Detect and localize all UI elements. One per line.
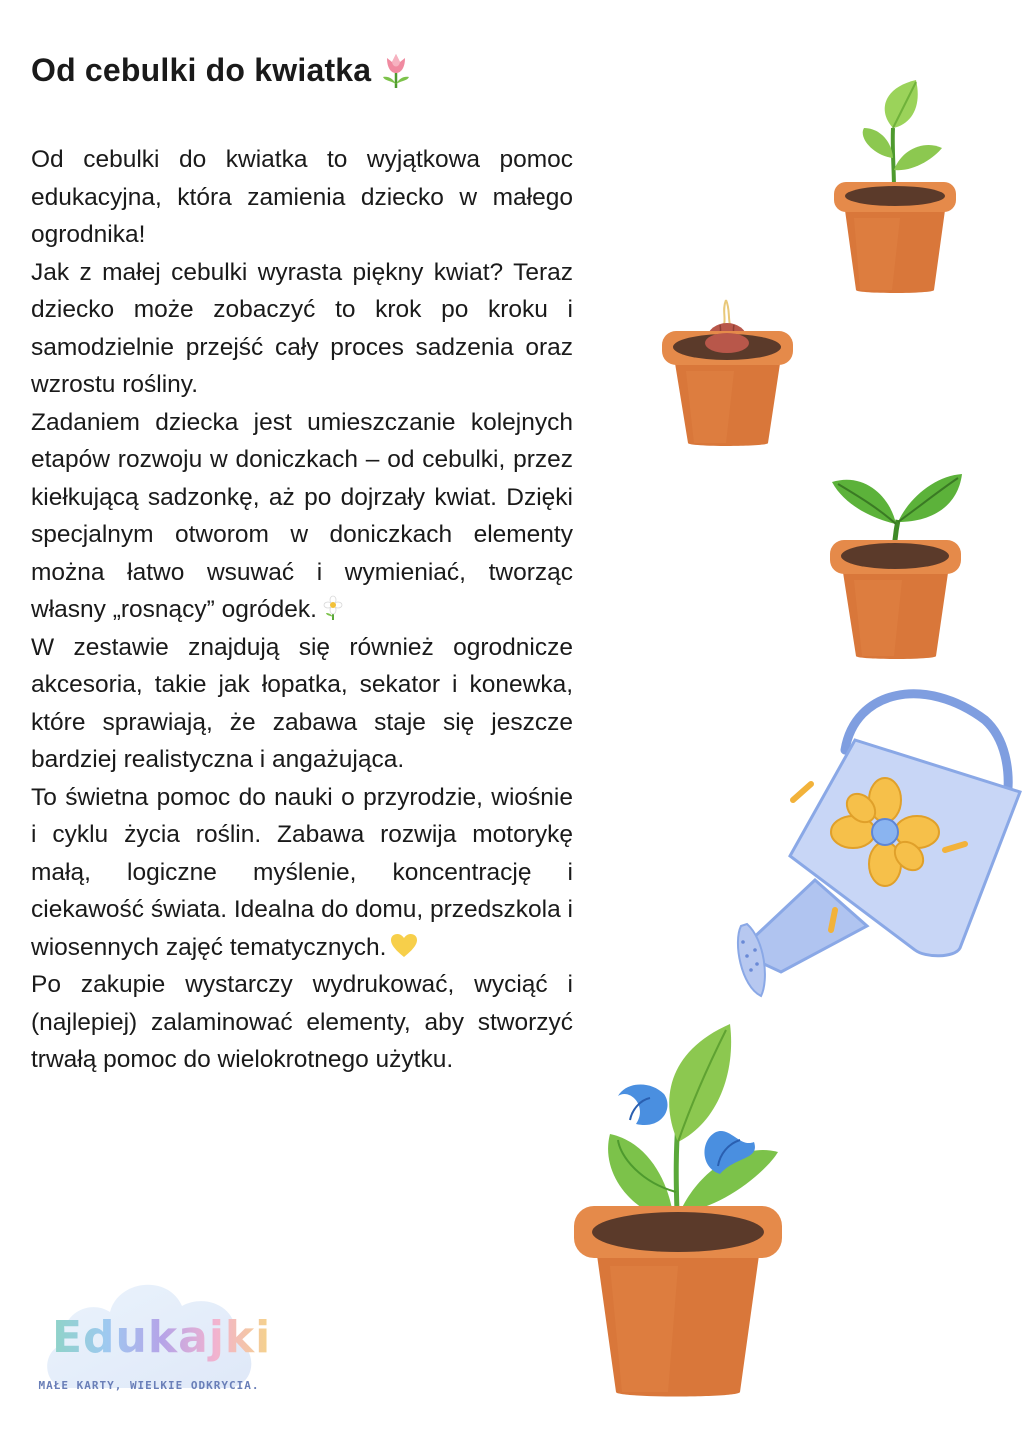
paragraph: Od cebulki do kwiatka to wyjątkowa pomoc edukacyjna, która zamienia dziecko w małego ogrodnika! <box>31 146 573 248</box>
edukajki-logo <box>38 1270 272 1430</box>
document-title <box>31 50 413 90</box>
paragraph: Po zakupie wystarczy wydrukować, wyciąć i (najlepiej) zalaminować elementy, aby stworzyć trwałą pomoc do wielokrotnego użytku. <box>31 971 573 1073</box>
flower-pot-illustration <box>570 1022 785 1402</box>
watering-can-illustration <box>735 680 1024 1005</box>
tulip-emoji-icon <box>379 50 413 90</box>
paragraph: Jak z małej cebulki wyrasta piękny kwiat? Teraz dziecko może zobaczyć to krok po kroku i samodzielnie przejść cały proces sadzenia oraz wzrostu rośliny. <box>31 258 573 398</box>
seedling-pot-illustration <box>830 78 960 298</box>
paragraph-text: Zadaniem dziecka jest umieszczanie kolejnych etapów rozwoju w doniczkach – od cebulki, przez kiełkującą sadzonkę, aż po dojrzały kwiat. Dzięki specjalnym otworom w doniczkach elementy można łatwo wsuwać i wymieniać, tworząc własny „rosnący” ogródek. <box>31 408 573 623</box>
paragraph-text: To świetna pomoc do nauki o przyrodzie, wiośnie i cyklu życia roślin. Zabawa rozwija motorykę małą, logiczne myślenie, koncentrację i ciekawość świata. Idealna do domu, przedszkola i wiosennych zajęć tematycznych. <box>31 783 574 961</box>
description-text <box>31 141 573 1079</box>
paragraph-with-emoji <box>31 779 573 967</box>
paragraph: W zestawie znajdują się również ogrodnicze akcesoria, takie jak łopatka, sekator i konewka, które sprawiają, że zabawa staje się jeszcze bardziej realistyczna i angażująca. <box>31 633 573 773</box>
daisy-emoji-icon <box>321 595 345 621</box>
logo-tagline: MAŁE KARTY, WIELKIE ODKRYCIA. <box>38 1379 260 1392</box>
yellow-heart-emoji-icon <box>390 933 418 959</box>
title-text: Od cebulki do kwiatka <box>31 51 372 88</box>
paragraph-with-emoji <box>31 404 573 629</box>
logo-wordmark: Edukajki <box>52 1312 272 1363</box>
sprout-pot-illustration <box>828 468 963 663</box>
bulb-pot-illustration <box>660 295 795 450</box>
